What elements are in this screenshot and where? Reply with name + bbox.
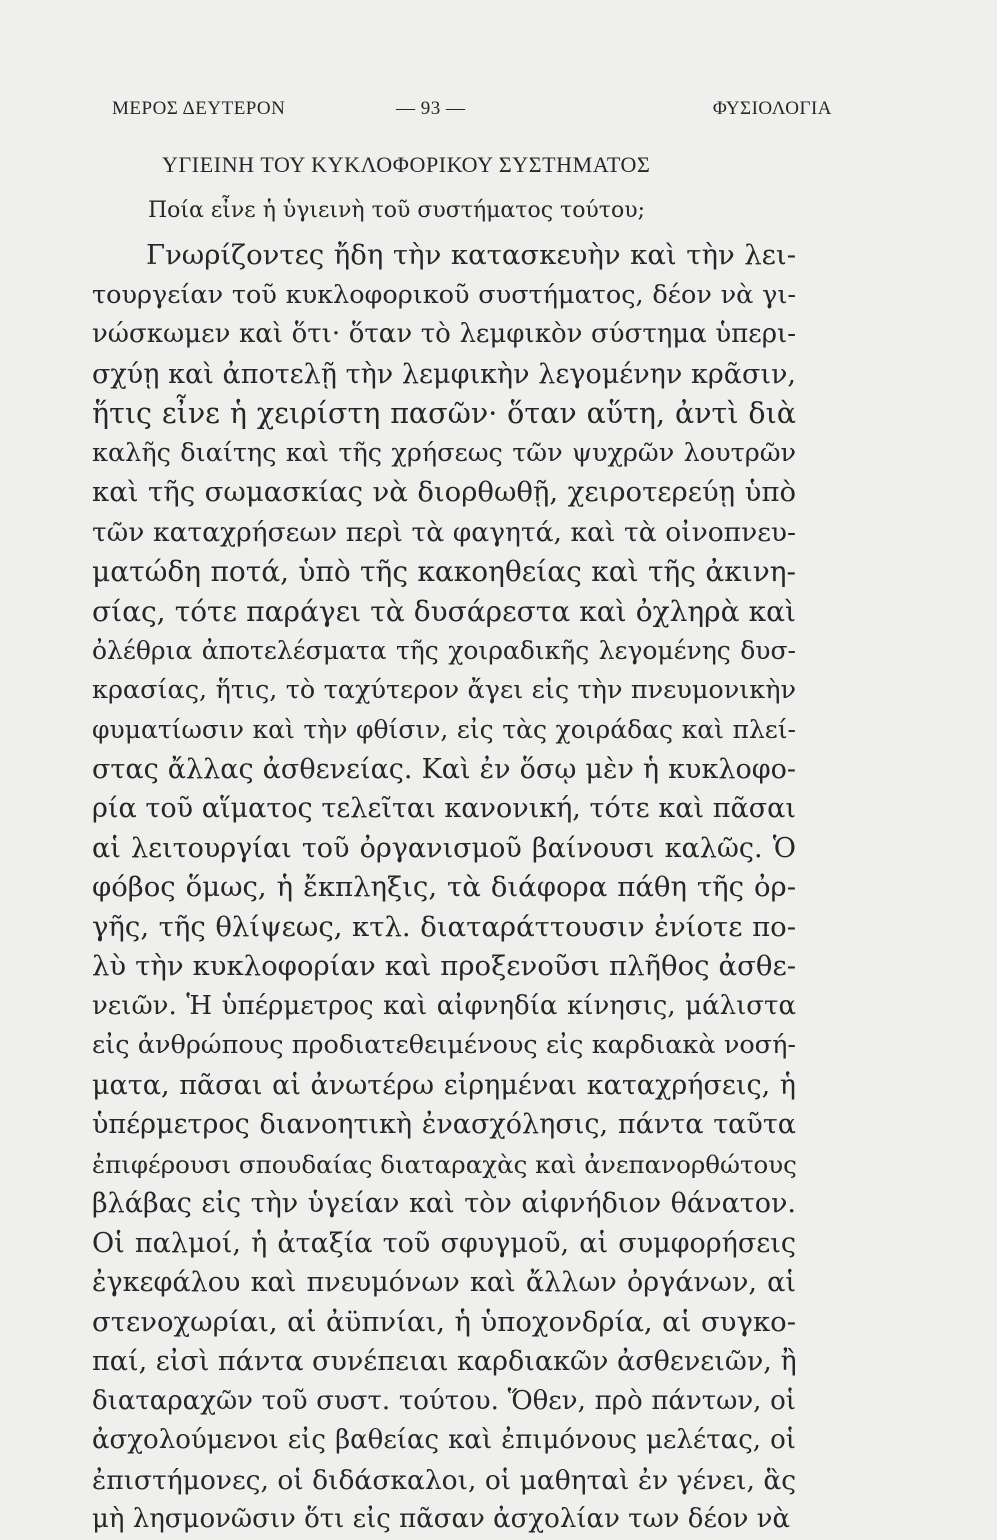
section-title: ΥΓΙΕΙΝΗ ΤΟΥ ΚΥΚΛΟΦΟΡΙΚΟΥ ΣΥΣΤΗΜΑΤΟΣ <box>162 152 651 177</box>
text-line: φόβος ὅμως, ἡ ἔκπληξις, τὰ διάφορα πάθη τῆς ὀρ- <box>92 871 796 903</box>
text-line: βλάβας εἰς τὴν ὑγείαν καὶ τὸν αἰφνήδιον θάνατον. <box>92 1188 796 1219</box>
text-line: ματώδη ποτά, ὑπὸ τῆς κακοηθείας καὶ τῆς ἀκινη- <box>92 555 796 588</box>
text-line: ἐγκεφάλου καὶ πνευμόνων καὶ ἄλλων ὀργάνων, αἱ <box>92 1267 796 1298</box>
text-line: λὺ τὴν κυκλοφορίαν καὶ προξενοῦσι πλῆθος ἀσθε- <box>92 950 796 982</box>
body-text <box>92 236 796 1540</box>
text-line: εἰς ἀνθρώπους προδιατεθειμένους εἰς καρδιακὰ νοσή- <box>92 1030 796 1060</box>
text-line: ἀσχολούμενοι εἰς βαθείας καὶ ἐπιμόνους μελέτας, οἱ <box>92 1425 796 1455</box>
text-line: φυματίωσιν καὶ τὴν φθίσιν, εἰς τὰς χοιράδας καὶ πλεί- <box>92 715 796 744</box>
text-line: ὑπέρμετρος διανοητικὴ ἐνασχόλησις, πάντα ταῦτα <box>92 1109 796 1140</box>
text-line: σίας, τότε παράγει τὰ δυσάρεστα καὶ ὀχληρὰ καὶ <box>92 594 796 628</box>
page-number: — 93 — <box>396 98 466 119</box>
text-line: στας ἄλλας ἀσθενείας. Καὶ ἐν ὅσῳ μὲν ἡ κυκλοφο- <box>92 753 796 785</box>
text-line: κρασίας, ἥτις, τὸ ταχύτερον ἄγει εἰς τὴν πνευμονικὴν <box>92 674 796 705</box>
text-line: τουργείαν τοῦ κυκλοφορικοῦ συστήματος, δέον νὰ γι- <box>92 279 796 310</box>
running-header <box>112 98 832 134</box>
text-line: καὶ τῆς σωμασκίας νὰ διορθωθῇ, χειροτερεύῃ ὑπὸ <box>92 476 796 508</box>
text-line: Οἱ παλμοί, ἡ ἀταξία τοῦ σφυγμοῦ, αἱ συμφορήσεις <box>92 1227 796 1259</box>
text-line: παί, εἰσὶ πάντα συνέπειαι καρδιακῶν ἀσθενειῶν, ἢ <box>92 1346 797 1377</box>
text-line: στενοχωρίαι, αἱ ἀϋπνίαι, ἡ ὑποχονδρία, αἱ συγκο- <box>92 1305 796 1338</box>
text-line: γῆς, τῆς θλίψεως, κτλ. διαταράττουσιν ἐνίοτε πο- <box>92 910 796 943</box>
text-line: καλῆς διαίτης καὶ τῆς χρήσεως τῶν ψυχρῶν λουτρῶν <box>92 437 796 468</box>
text-line: σχύῃ καὶ ἀποτελῇ τὴν λεμφικὴν λεγομένην κρᾶσιν, <box>92 358 796 390</box>
text-line: ματα, πᾶσαι αἱ ἀνωτέρω εἰρημέναι καταχρήσεις, ἡ <box>92 1069 796 1101</box>
text-line: αἱ λειτουργίαι τοῦ ὀργανισμοῦ βαίνουσι καλῶς. Ὁ <box>92 832 796 864</box>
text-line: τῶν καταχρήσεων περὶ τὰ φαγητά, καὶ τὰ οἰνοπνευ- <box>92 516 796 548</box>
text-line: ἐπιστήμονες, οἱ διδάσκαλοι, οἱ μαθηταὶ ἐν γένει, ἃς <box>92 1464 797 1496</box>
text-line: μὴ λησμονῶσιν ὅτι εἰς πᾶσαν ἀσχολίαν των δέον νὰ <box>92 1504 791 1534</box>
header-subject: ΦΥΣΙΟΛΟΓΙΑ <box>712 98 832 119</box>
text-line: νειῶν. Ἡ ὑπέρμετρος καὶ αἰφνηδία κίνησις, μάλιστα <box>92 990 796 1021</box>
header-part-title: ΜΕΡΟΣ ΔΕΥΤΕΡΟΝ <box>112 98 286 119</box>
text-line: διαταραχῶν τοῦ συστ. τούτου. Ὅθεν, πρὸ πάντων, οἱ <box>92 1385 796 1416</box>
text-line: ἐπιφέρουσι σπουδαίας διαταραχὰς καὶ ἀνεπανορθώτους <box>92 1149 797 1179</box>
text-line: Γνωρίζοντες ἤδη τὴν κατασκευὴν καὶ τὴν λει- <box>146 239 796 271</box>
section-question: Ποία εἶνε ἡ ὑγιεινὴ τοῦ συστήματος τούτου; <box>148 198 646 223</box>
text-line: νώσκωμεν καὶ ὅτι· ὅταν τὸ λεμφικὸν σύστημα ὑπερι- <box>92 319 796 349</box>
text-line: ἥτις εἶνε ἡ χειρίστη πασῶν· ὅταν αὕτη, ἀντὶ διὰ <box>92 397 796 430</box>
text-line: ὀλέθρια ἀποτελέσματα τῆς χοιραδικῆς λεγομένης δυσ- <box>92 636 796 665</box>
text-line: ρία τοῦ αἵματος τελεῖται κανονική, τότε καὶ πᾶσαι <box>92 793 796 824</box>
